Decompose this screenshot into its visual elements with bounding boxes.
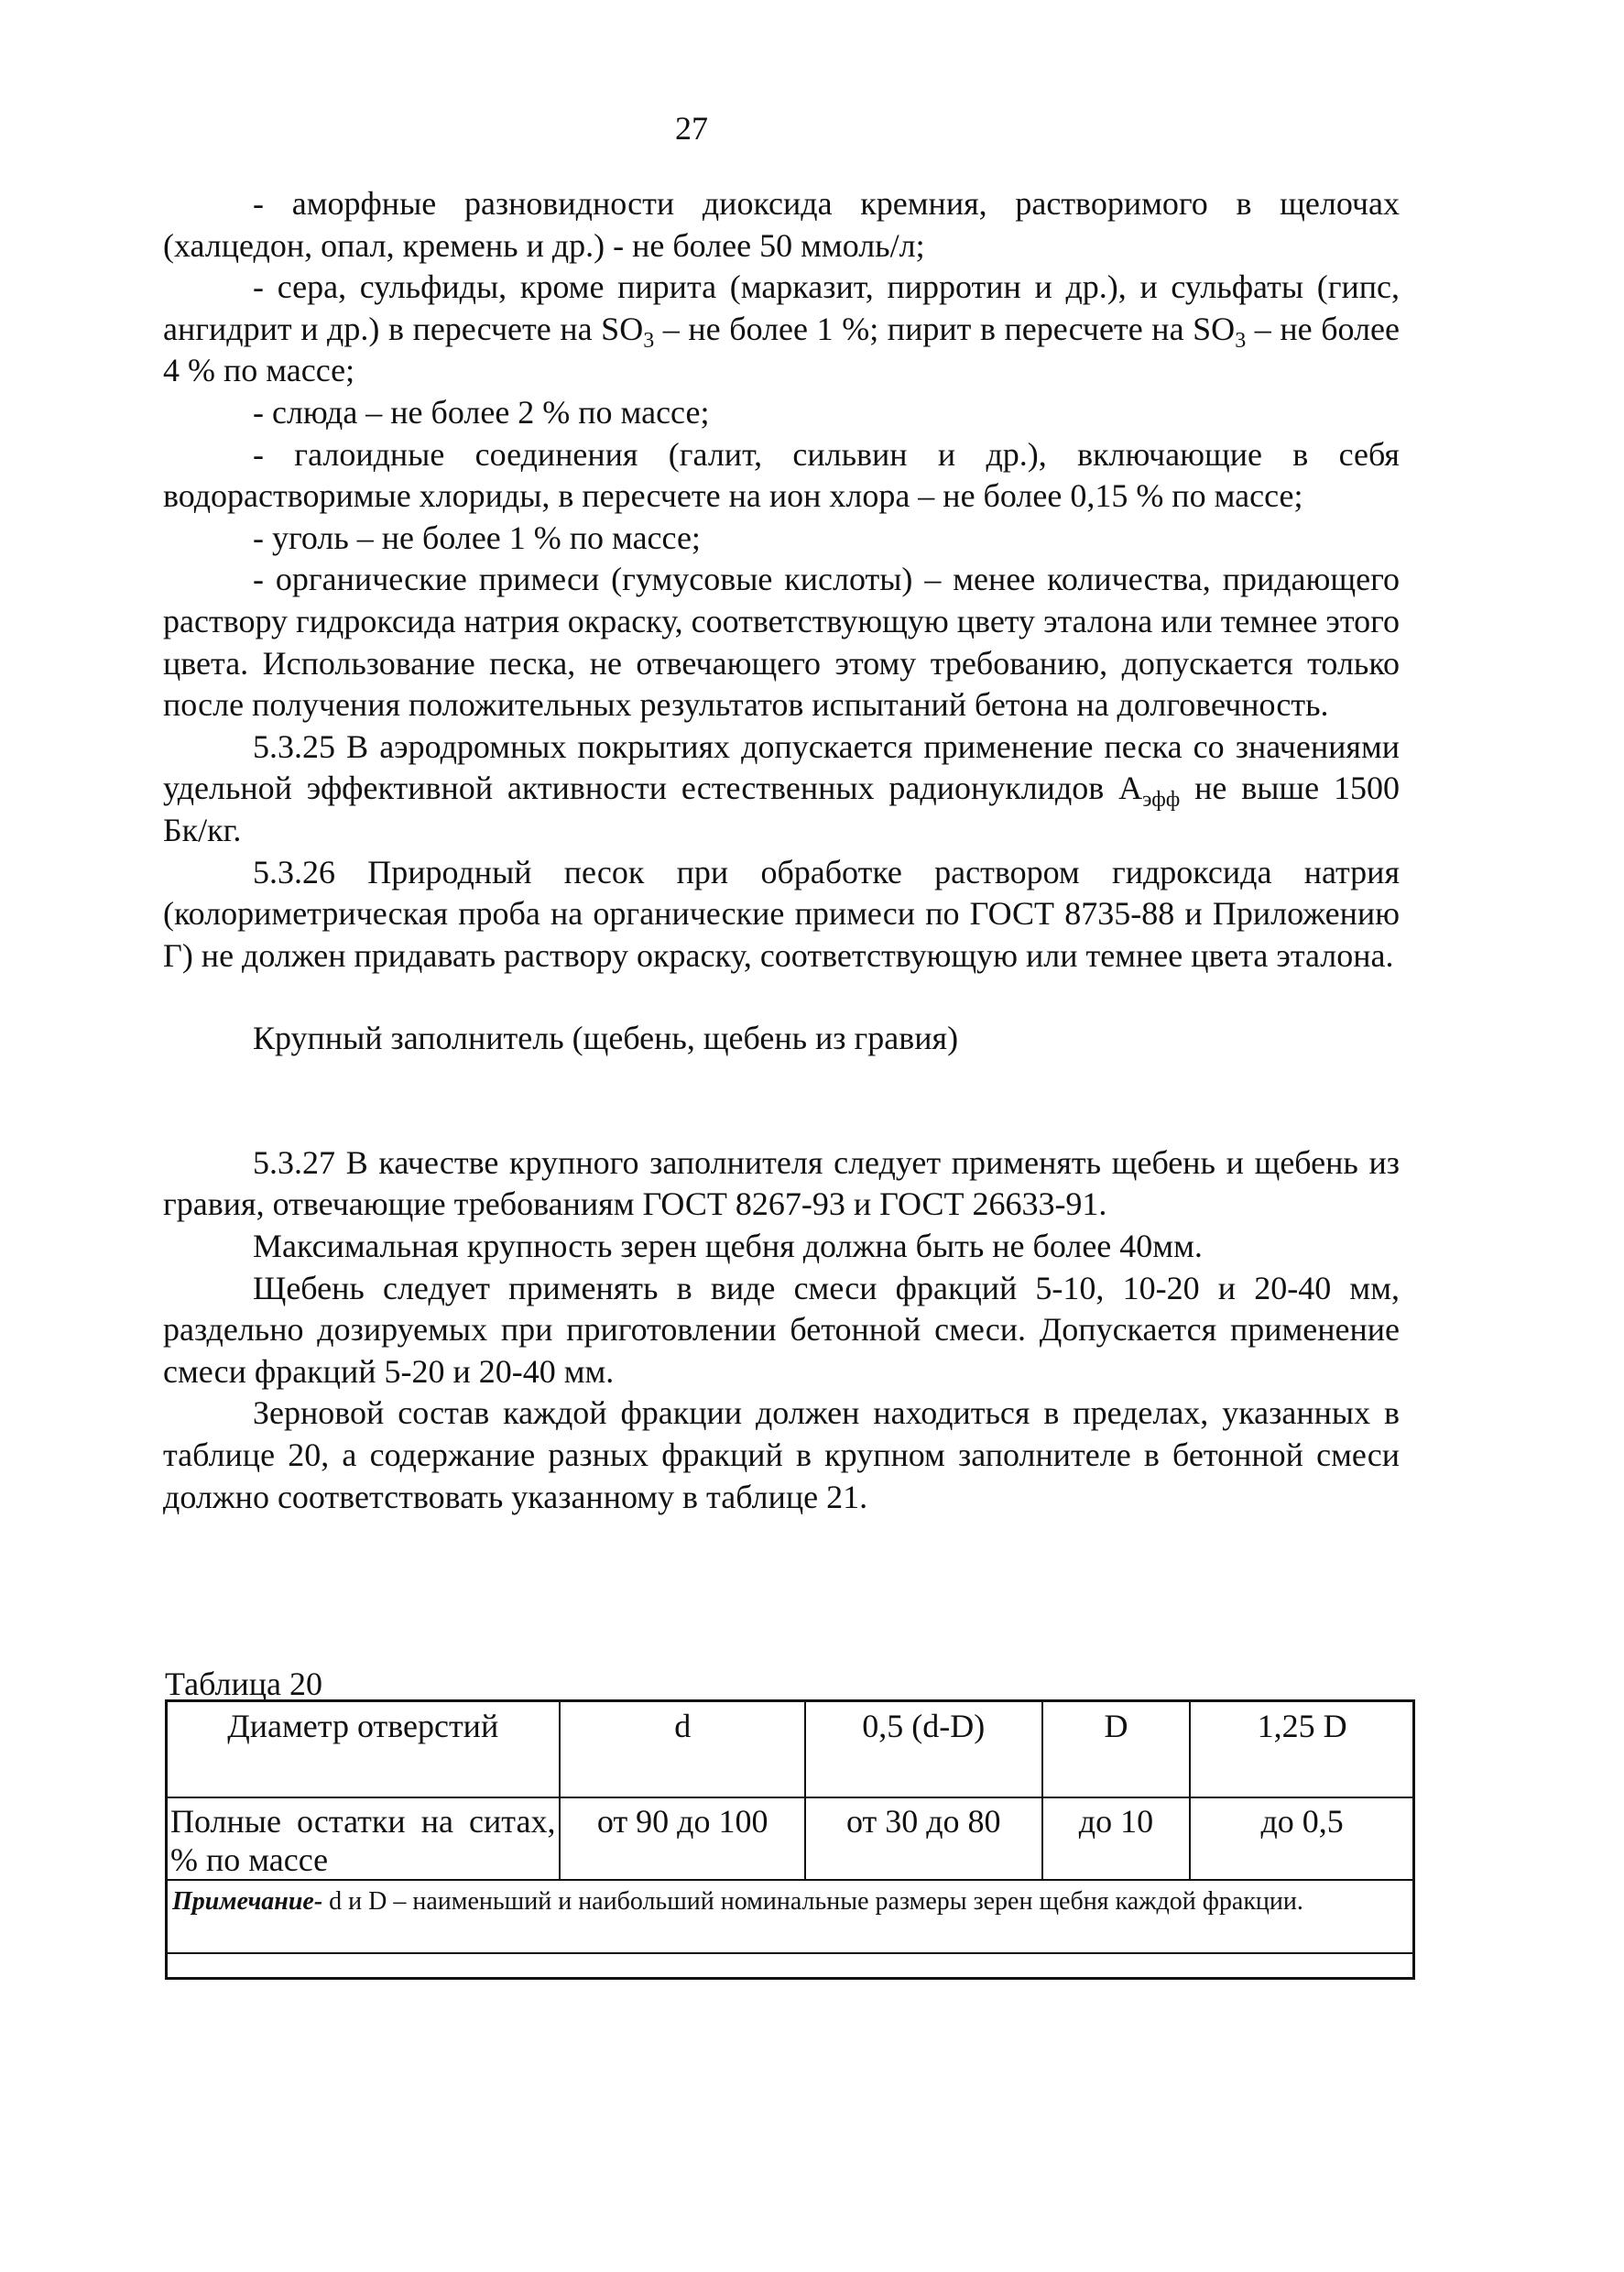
- table-20: [165, 1699, 1415, 1954]
- paragraph-5-3-27: 5.3.27 В качестве крупного заполнителя следует применять щебень и щебень из гравия, отвечающие требованиям ГОСТ 8267-93 и ГОСТ 26633-91.: [163, 1143, 1400, 1223]
- paragraph-5-3-26: 5.3.26 Природный песок при обработке раствором гидроксида натрия (колориметрическая проба на органические примеси по ГОСТ 8735-88 и Приложению Г) не должен придавать раствору окраску, соответствующую или темнее цвета эталона.: [163, 853, 1400, 974]
- paragraph-grain-composition: Зерновой состав каждой фракции должен находиться в пределах, указанных в таблице 20, а содержание разных фракций в крупном заполнителе в бетонной смеси должно соответствовать указанному в таблице 21.: [163, 1394, 1400, 1515]
- subscript-eff: эфф: [1142, 788, 1181, 813]
- clause-5-3-25-text-b: не выше 1500 Бк/кг.: [163, 770, 1400, 848]
- paragraph-sulfur: [163, 267, 1400, 392]
- paragraph-organic: - органические примеси (гумусовые кислоты) – менее количества, придающего раствору гидроксида натрия окраску, соответствующую цвету эталона или темнее этого цвета. Использование песка, не отвечающего этому требованию, допускается только после получения положительных результатов испытаний бетона на долговечность.: [163, 561, 1400, 724]
- table-cell: от 30 до 80: [805, 1797, 1042, 1880]
- note-label: Примечание-: [172, 1887, 323, 1916]
- table-header-cell: 0,5 (d-D): [805, 1700, 1042, 1797]
- subscript-3: 3: [643, 328, 655, 353]
- paragraph-fractions: Щебень следует применять в виде смеси фракций 5-10, 10-20 и 20-40 мм, раздельно дозируемых при приготовлении бетонной смеси. Допускается применение смеси фракций 5-20 и 20-40 мм.: [163, 1269, 1400, 1390]
- table-row-label: Полные остатки на ситах, % по массе: [166, 1797, 560, 1880]
- table-cell: от 90 до 100: [560, 1797, 805, 1880]
- paragraph-amorphous-silica: - аморфные разновидности диоксида кремния, растворимого в щелочах (халцедон, опал, кремень и др.) - не более 50 ммоль/л;: [163, 185, 1400, 264]
- note-text: d и D – наименьший и наибольший номинальные размеры зерен щебня каждой фракции.: [322, 1887, 1303, 1916]
- clause-5-3-25-text-a: 5.3.25 В аэродромных покрытиях допускается применение песка со значениями удельной эффективной активности естественных радионуклидов А: [163, 727, 1400, 807]
- table-header-cell: Диаметр отверстий: [166, 1700, 560, 1797]
- sulfur-text-b: – не более 1 %; пирит в пересчете на SO: [654, 310, 1236, 347]
- table-cell: до 10: [1042, 1797, 1191, 1880]
- table-note: [166, 1880, 1414, 1953]
- table-header-cell: d: [560, 1700, 805, 1797]
- page-number: 27: [675, 110, 708, 147]
- table-cell: до 0,5: [1190, 1797, 1414, 1880]
- sulfur-text-c: – не более 4 % по массе;: [163, 310, 1400, 389]
- sulfur-text-a: - сера, сульфиды, кроме пирита (марказит, пирротин и др.), и сульфаты (гипс, ангидрит и др.) в пересчете на SO: [163, 268, 1400, 347]
- table-note-row: [166, 1880, 1414, 1953]
- table-row: [166, 1797, 1414, 1880]
- paragraph-halides: - галоидные соединения (галит, сильвин и др.), включающие в себя водорастворимые хлориды, в пересчете на ион хлора – не более 0,15 % по массе;: [163, 435, 1400, 515]
- body-text: [163, 183, 1400, 1518]
- paragraph-5-3-25: [163, 726, 1400, 852]
- subscript-3: 3: [1235, 328, 1247, 353]
- table-header-cell: 1,25 D: [1190, 1700, 1414, 1797]
- paragraph-coal: - уголь – не более 1 % по массе;: [253, 519, 701, 556]
- table-header-cell: D: [1042, 1700, 1191, 1797]
- paragraph-mica: - слюда – не более 2 % по массе;: [253, 393, 710, 431]
- paragraph-max-size: Максимальная крупность зерен щебня должна быть не более 40мм.: [253, 1228, 1203, 1265]
- section-heading: Крупный заполнитель (щебень, щебень из гравия): [253, 1020, 959, 1057]
- table-header-row: [166, 1700, 1414, 1797]
- table-caption: Таблица 20: [165, 1666, 322, 1702]
